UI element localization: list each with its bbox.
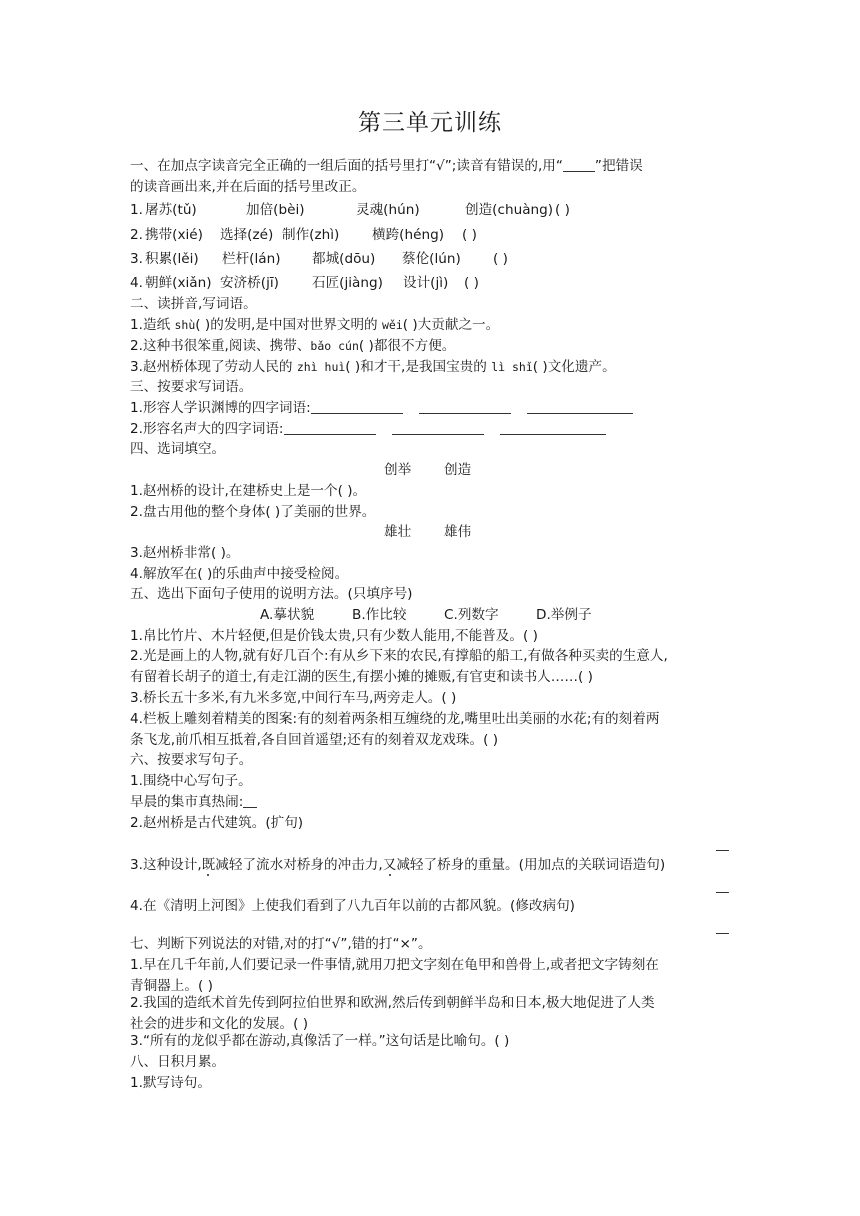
s5-line-1: 1.帛比竹片、木片轻便,但是价钱太贵,只有少数人能用,不能普及。( ) [130,628,538,644]
section-7-heading: 七、判断下列说法的对错,对的打“√”,错的打“×”。 [130,936,432,952]
s6-line-3: 3.这种设计,既减轻了流水对桥身的冲击力,又减轻了桥身的重量。(用加点的关联词语造句) [130,857,666,873]
s5-line-3: 3.桥长五十多米,有九米多宽,中间行车马,两旁走人。( ) [130,690,457,706]
s6-line-4: 4.在《清明上河图》上使我们看到了八九百年以前的古都风貌。(修改病句) [130,898,575,914]
word-choice-4: 雄伟 [444,524,472,540]
section-4-heading: 四、选词填空。 [130,441,226,457]
s4-line-4: 4.解放军在( )的乐曲声中接受检阅。 [130,566,349,582]
word-choice-2: 创造 [444,462,472,478]
s2-line-2: 2.这种书很笨重,阅读、携带、bǎo cún( )都很不方便。 [130,338,456,354]
s2-line-3: 3.赵州桥体现了劳动人民的 zhì huì( )和才干,是我国宝贵的 lì shǐ( )文化遗产。 [130,359,616,375]
s5-line-4b: 条飞龙,前爪相互抵着,各自回首遥望;还有的刻着双龙戏珠。( ) [130,732,498,748]
s5-line-2a: 2.光是画上的人物,就有好几百个:有从乡下来的农民,有撑船的船工,有做各种买卖的生意人, [130,648,668,664]
s7-line-1b: 青铜器上。( ) [130,978,213,994]
s7-line-3: 3.“所有的龙似乎都在游动,真像活了一样。”这句话是比喻句。( ) [130,1033,510,1049]
s7-line-2b: 社会的进步和文化的发展。( ) [130,1016,309,1032]
s3-line-1: 1.形容人学识渊博的四字词语: [130,398,633,418]
s5-line-2b: 有留着长胡子的道士,有走江湖的医生,有摆小摊的摊贩,有官吏和读书人……( ) [130,669,593,685]
section-1-heading: 一、在加点字读音完全正确的一组后面的括号里打“√”;读音有错误的,用“ ”把错误 [130,158,643,174]
page-title: 第三单元训练 [358,110,502,136]
s4-line-3: 3.赵州桥非常( )。 [130,545,240,561]
answer-line [716,836,729,851]
s6-line-1b: 早晨的集市真热闹: [130,792,257,812]
section-6-heading: 六、按要求写句子。 [130,752,253,768]
s6-line-2: 2.赵州桥是古代建筑。(扩句) [130,815,304,831]
section-8-heading: 八、日积月累。 [130,1054,226,1070]
answer-line [716,919,729,934]
section-5-heading: 五、选出下面句子使用的说明方法。(只填序号) [130,586,413,602]
s3-line-2: 2.形容名声大的四字词语: [130,419,606,439]
s2-line-1: 1.造纸 shù( )的发明,是中国对世界文明的 wěi( )大贡献之一。 [130,317,500,333]
s8-line-1: 1.默写诗句。 [130,1075,211,1091]
s7-line-1a: 1.早在几千年前,人们要记录一件事情,就用刀把文字刻在龟甲和兽骨上,或者把文字铸刻在 [130,957,659,973]
option-d: D.举例子 [536,607,592,623]
section-2-heading: 二、读拼音,写词语。 [130,296,257,312]
word-choice-1: 创举 [384,462,412,478]
answer-line [716,878,729,893]
section-1-heading-line2: 的读音画出来,并在后面的括号里改正。 [130,179,366,195]
worksheet-page: 第三单元训练 一、在加点字读音完全正确的一组后面的括号里打“√”;读音有错误的,用“ ”把错误 的读音画出来,并在后面的括号里改正。 1. 屠苏(tǔ) 加倍(bèi) 灵魂(hún) 创造(chuàng) ( ) 2. 携带(xié) 选择(zé) 制作(zhì) 横跨(héng) ( ) 3. 积累(lěi) 栏杆(lán) 都城(dōu) 蔡伦(lún) ( ) 4. 朝鲜(xiǎn) 安济桥(jī) 石匠(jiàng) 设计(jì) ( ) 二、读拼音,写词语。 1.造纸 shù( )的发明,是中国对世界文明的 wěi( )大贡献之一。 2.这种书很笨重,阅读、携带、bǎo cún( )都很不方便。 3.赵州桥体现了劳动人民的 zhì huì( )和才干,是我国宝贵的 lì shǐ( )文化遗产。 三、按要求写词语。 1.形容人学识渊博的四字词语: 2.形容名声大的四字词语: 四、选词填空。 创举 创造 1.赵州桥的设计,在建桥史上是一个( )。 2.盘古用他的整个身体( )了美丽的世界。 雄壮 雄伟 3.赵州桥非常( )。 4.解放军在( )的乐曲声中接受检阅。 五、选出下面句子使用的说明方法。(只填序号) A.摹状貌 B.作比较 C.列数字 D.举例子 1.帛比竹片、木片轻便,但是价钱太贵,只有少数人能用,不能普及。( ) 2.光是画上的人物,就有好几百个:有从乡下来的农民,有撑船的船工,有做各种买卖的生意人, 有留着长胡子的道士,有走江湖的医生,有摆小摊的摊贩,有官吏和读书人……( ) 3.桥长五十多米,有九米多宽,中间行车马,两旁走人。( ) 4.栏板上雕刻着精美的图案:有的刻着两条相互缠绕的龙,嘴里吐出美丽的水花;有的刻着两 条飞龙,前爪相互抵着,各自回首遥望;还有的刻着双龙戏珠。( ) 六、按要求写句子。 1.围绕中心写句子。 早晨的集市真热闹: 2.赵州桥是古代建筑。(扩句) 3.这种设计,既减轻了流水对桥身的冲击力,又减轻了桥身的重量。(用加点的关联词语造句) 4.在《清明上河图》上使我们看到了八九百年以前的古都风貌。(修改病句) 七、判断下列说法的对错,对的打“√”,错的打“×”。 1.早在几千年前,人们要记录一件事情,就用刀把文字刻在龟甲和兽骨上,或者把文字铸刻在 青铜器上。( ) 2.我国的造纸术首先传到阿拉伯世界和欧洲,然后传到朝鲜半岛和日本,极大地促进了人类 社会的进步和文化的发展。( ) 3.“所有的龙似乎都在游动,真像活了一样。”这句话是比喻句。( ) 八、日积月累。 1.默写诗句。 [0,0,860,1216]
s4-line-1: 1.赵州桥的设计,在建桥史上是一个( )。 [130,483,367,499]
s4-line-2: 2.盘古用他的整个身体( )了美丽的世界。 [130,504,376,520]
s7-line-2a: 2.我国的造纸术首先传到阿拉伯世界和欧洲,然后传到朝鲜半岛和日本,极大地促进了人类 [130,995,655,1011]
option-b: B.作比较 [352,607,407,623]
option-c: C.列数字 [444,607,499,623]
option-a: A.摹状貌 [260,607,315,623]
s5-line-4a: 4.栏板上雕刻着精美的图案:有的刻着两条相互缠绕的龙,嘴里吐出美丽的水花;有的刻着两 [130,711,660,727]
word-choice-3: 雄壮 [384,524,412,540]
section-3-heading: 三、按要求写词语。 [130,379,253,395]
s6-line-1: 1.围绕中心写句子。 [130,773,252,789]
